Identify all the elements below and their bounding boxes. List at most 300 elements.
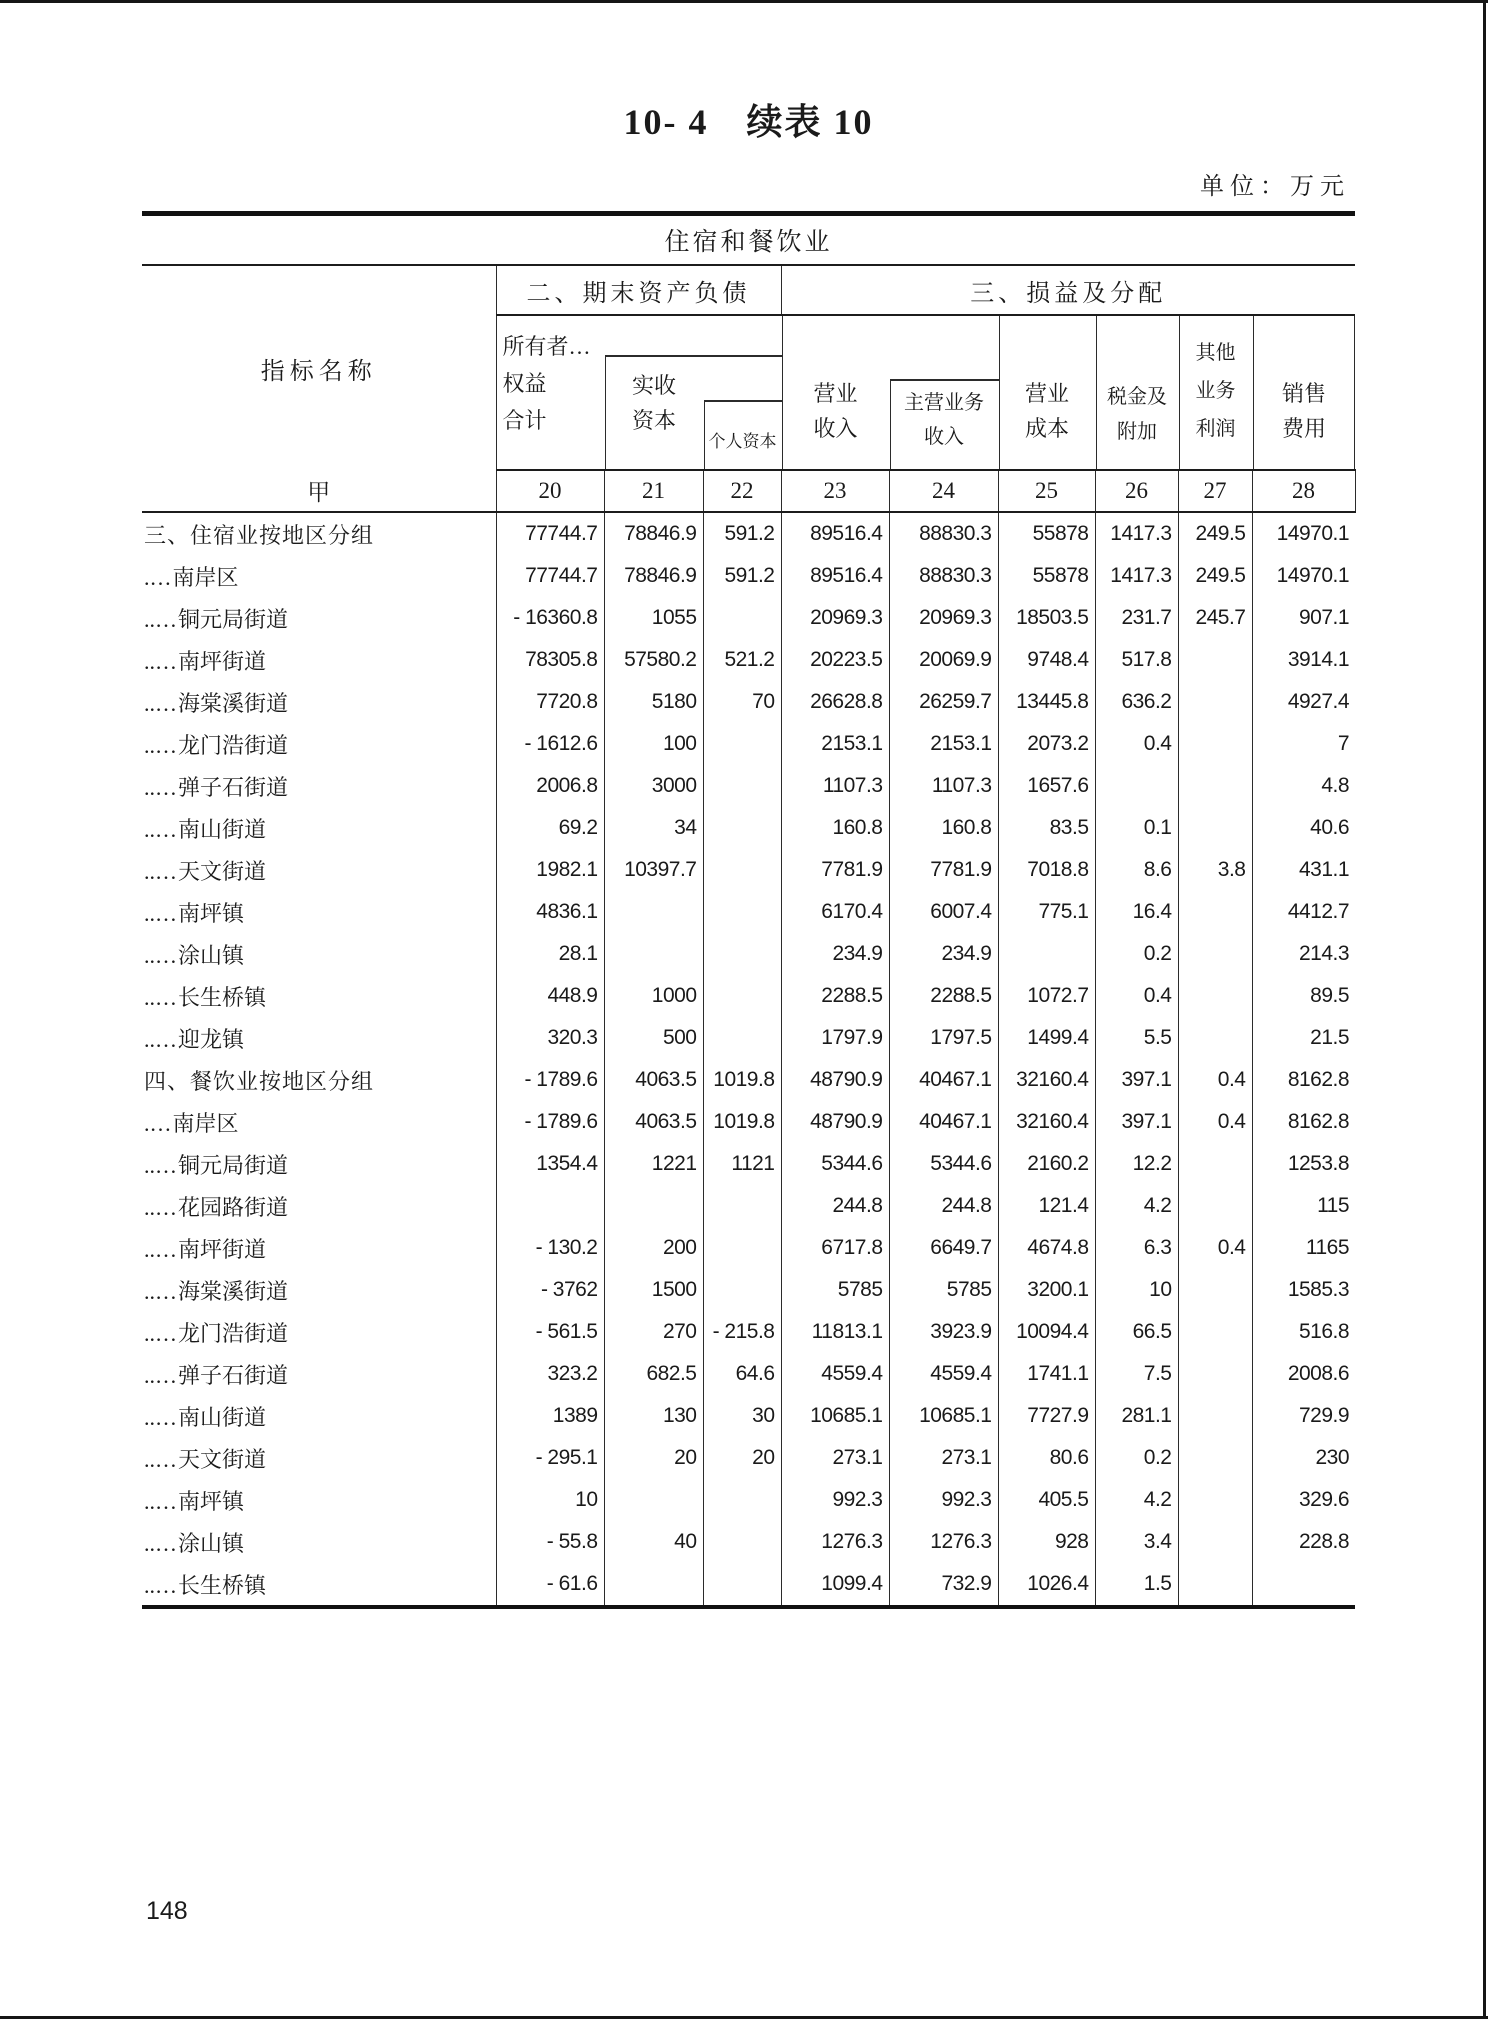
cell-value: 0.4 [1178,1227,1252,1269]
cell-value [1178,891,1252,933]
indent-leader: ..… [144,942,177,968]
cell-value: 3914.1 [1252,639,1355,681]
cell-value: 7727.9 [998,1395,1095,1437]
row-label-text: 迎龙镇 [178,1026,245,1052]
cell-value: 273.1 [889,1437,998,1479]
cell-value [703,597,781,639]
row-label [142,765,496,807]
cell-value: 228.8 [1252,1521,1355,1563]
cell-value: 0.2 [1095,933,1178,975]
col-header-main-business-revenue: 主营业务 收入 [904,392,984,448]
cell-value: 6649.7 [889,1227,998,1269]
cell-value: 2073.2 [998,723,1095,765]
row-label [142,807,496,849]
cell-value [703,975,781,1017]
table-row [142,1101,1355,1143]
cell-value: 244.8 [781,1185,889,1227]
cell-value [703,807,781,849]
cell-value: 88830.3 [889,555,998,597]
cell-value: 48790.9 [781,1101,889,1143]
cell-value [703,1479,781,1521]
cell-value: - 561.5 [496,1311,604,1353]
cell-value [1178,1521,1252,1563]
indent-leader: ..… [144,1278,177,1304]
cell-value [703,765,781,807]
table-row [142,723,1355,765]
statistics-table [142,211,1355,1609]
cell-value: 121.4 [998,1185,1095,1227]
cell-value [1095,765,1178,807]
cell-value: 448.9 [496,975,604,1017]
cell-value: 55878 [998,512,1095,555]
cell-value: 55878 [998,555,1095,597]
row-label-text: 南坪街道 [178,648,267,674]
cell-value [1178,1563,1252,1607]
cell-value: 10 [1095,1269,1178,1311]
cell-value [703,933,781,975]
cell-value: 1657.6 [998,765,1095,807]
cell-value: 4836.1 [496,891,604,933]
cell-value: 20223.5 [781,639,889,681]
row-label [142,1143,496,1185]
table-row [142,1521,1355,1563]
cell-value [604,891,703,933]
row-label-text: 四、餐饮业按地区分组 [144,1068,375,1094]
cell-value: 57580.2 [604,639,703,681]
cell-value [1178,765,1252,807]
col-code: 24 [889,470,998,512]
cell-value: 1499.4 [998,1017,1095,1059]
cell-value: 273.1 [781,1437,889,1479]
cell-value: 40 [604,1521,703,1563]
row-label [142,597,496,639]
cell-value [703,1227,781,1269]
cell-value: 14970.1 [1252,555,1355,597]
row-label [142,723,496,765]
row-label-text: 龙门浩街道 [178,732,289,758]
indent-leader: ..… [144,606,177,632]
cell-value: 20 [703,1437,781,1479]
row-label-text: 弹子石街道 [178,1362,289,1388]
row-label-text: 长生桥镇 [178,1572,267,1598]
box-line [704,400,782,402]
cell-value: 8162.8 [1252,1101,1355,1143]
cell-value: 83.5 [998,807,1095,849]
cell-value [1178,975,1252,1017]
cell-value: 245.7 [1178,597,1252,639]
cell-value [703,891,781,933]
indent-leader: ..… [144,816,177,842]
cell-value [604,933,703,975]
indent-leader: ..… [144,1446,177,1472]
cell-value: 1107.3 [781,765,889,807]
table-row [142,597,1355,639]
group-header-assets: 二、期末资产负债 [496,265,781,315]
cell-value: 4559.4 [889,1353,998,1395]
row-label [142,1059,496,1101]
row-label [142,555,496,597]
table-row [142,1563,1355,1607]
cell-value: 4.2 [1095,1479,1178,1521]
cell-value: 160.8 [781,807,889,849]
cell-value: 89516.4 [781,555,889,597]
cell-value: 591.2 [703,555,781,597]
row-label-text: 花园路街道 [178,1194,289,1220]
row-label-text: 南坪街道 [178,1236,267,1262]
column-headers [497,316,1356,469]
row-label-text: 铜元局街道 [178,606,289,632]
cell-value: 10685.1 [781,1395,889,1437]
cell-value: 521.2 [703,639,781,681]
cell-value: 4559.4 [781,1353,889,1395]
scan-edge-right [1483,0,1486,2019]
cell-value [703,849,781,891]
cell-value: 70 [703,681,781,723]
cell-value: 320.3 [496,1017,604,1059]
cell-value: 66.5 [1095,1311,1178,1353]
cell-value [1178,1185,1252,1227]
cell-value: 130 [604,1395,703,1437]
cell-value: 5785 [781,1269,889,1311]
table-row [142,1227,1355,1269]
row-label-text: 海棠溪街道 [178,1278,289,1304]
cell-value: - 1789.6 [496,1059,604,1101]
page-number: 148 [146,1897,188,1925]
cell-value: 7781.9 [781,849,889,891]
indent-leader: .… [144,1110,172,1136]
page-title: 10- 4 续表 10 [623,102,874,142]
cell-value: 0.1 [1095,807,1178,849]
cell-value: 7 [1252,723,1355,765]
indent-leader: ..… [144,858,177,884]
row-label [142,849,496,891]
cell-value: - 215.8 [703,1311,781,1353]
cell-value: 2288.5 [889,975,998,1017]
cell-value: 323.2 [496,1353,604,1395]
row-label-text: 南坪镇 [178,900,245,926]
cell-value: 1019.8 [703,1101,781,1143]
table-row [142,849,1355,891]
cell-value: 78846.9 [604,555,703,597]
cell-value: 26259.7 [889,681,998,723]
cell-value: 732.9 [889,1563,998,1607]
cell-value: 34 [604,807,703,849]
cell-value: 1276.3 [781,1521,889,1563]
cell-value: - 130.2 [496,1227,604,1269]
cell-value: 7018.8 [998,849,1095,891]
cell-value: 1107.3 [889,765,998,807]
cell-value: - 1789.6 [496,1101,604,1143]
row-label [142,1563,496,1607]
cell-value [1178,1437,1252,1479]
group-header-profit: 三、损益及分配 [781,265,1355,315]
cell-value [604,1479,703,1521]
cell-value: 1417.3 [1095,555,1178,597]
group-header-row [142,265,1355,315]
cell-value: 2153.1 [781,723,889,765]
row-label [142,1185,496,1227]
cell-value: 3000 [604,765,703,807]
row-label [142,1101,496,1143]
indent-leader: ..… [144,1320,177,1346]
cell-value [703,1269,781,1311]
cell-value: 1.5 [1095,1563,1178,1607]
row-label-text: 涂山镇 [178,942,245,968]
indent-leader: ..… [144,1404,177,1430]
cell-value: 516.8 [1252,1311,1355,1353]
stub-header: 指标名称 [142,265,496,470]
cell-value: 7781.9 [889,849,998,891]
col-code: 25 [998,470,1095,512]
cell-value: 20969.3 [781,597,889,639]
cell-value: 329.6 [1252,1479,1355,1521]
cell-value [1178,723,1252,765]
row-label-text: 弹子石街道 [178,774,289,800]
cell-value: 1019.8 [703,1059,781,1101]
cell-value: 682.5 [604,1353,703,1395]
cell-value: 729.9 [1252,1395,1355,1437]
stub-code: 甲 [142,470,496,512]
row-label-text: 南岸区 [172,1110,239,1136]
row-label-text: 长生桥镇 [178,984,267,1010]
cell-value: 3923.9 [889,1311,998,1353]
caption-row [142,214,1355,266]
cell-value: 0.2 [1095,1437,1178,1479]
cell-value: 1585.3 [1252,1269,1355,1311]
cell-value: 77744.7 [496,512,604,555]
cell-value: 2006.8 [496,765,604,807]
cell-value: 26628.8 [781,681,889,723]
cell-value: 214.3 [1252,933,1355,975]
cell-value: 6717.8 [781,1227,889,1269]
cell-value: 13445.8 [998,681,1095,723]
cell-value: 4.8 [1252,765,1355,807]
row-label [142,681,496,723]
code-row [142,470,1355,512]
cell-value: 89516.4 [781,512,889,555]
table-row [142,891,1355,933]
cell-value: 5785 [889,1269,998,1311]
table-row [142,1185,1355,1227]
col-header-operating-cost: 营业 成本 [1024,381,1069,441]
cell-value: 2008.6 [1252,1353,1355,1395]
row-label [142,639,496,681]
cell-value: 1221 [604,1143,703,1185]
cell-value: 5.5 [1095,1017,1178,1059]
cell-value: 1253.8 [1252,1143,1355,1185]
indent-leader: ..… [144,1488,177,1514]
cell-value: 40.6 [1252,807,1355,849]
cell-value: 4063.5 [604,1059,703,1101]
cell-value: 431.1 [1252,849,1355,891]
row-label [142,1521,496,1563]
indent-leader: ..… [144,1362,177,1388]
cell-value: 992.3 [889,1479,998,1521]
cell-value: 20 [604,1437,703,1479]
cell-value: 89.5 [1252,975,1355,1017]
cell-value: 0.4 [1178,1101,1252,1143]
cell-value: 0.4 [1095,723,1178,765]
col-header-selling-expenses: 销售 费用 [1281,381,1326,441]
row-label [142,933,496,975]
cell-value [1178,933,1252,975]
cell-value: 88830.3 [889,512,998,555]
cell-value: - 1612.6 [496,723,604,765]
row-label [142,1353,496,1395]
table-row [142,1395,1355,1437]
cell-value: 18503.5 [998,597,1095,639]
cell-value: 12.2 [1095,1143,1178,1185]
cell-value [1178,1143,1252,1185]
col-header-taxes-surcharges: 税金及 附加 [1107,386,1167,443]
cell-value [703,1185,781,1227]
cell-value: 6007.4 [889,891,998,933]
cell-value: - 61.6 [496,1563,604,1607]
indent-leader: ..… [144,900,177,926]
row-label-text: 三、住宿业按地区分组 [144,522,375,548]
row-label-text: 铜元局街道 [178,1152,289,1178]
row-label-text: 天文街道 [178,858,267,884]
cell-value: 1055 [604,597,703,639]
cell-value: 78846.9 [604,512,703,555]
cell-value: 40467.1 [889,1059,998,1101]
cell-value: 21.5 [1252,1017,1355,1059]
table-row [142,933,1355,975]
indent-leader: ..… [144,732,177,758]
scan-edge-top [0,0,1488,3]
cell-value [1178,1269,1252,1311]
cell-value: 20969.3 [889,597,998,639]
indent-leader: ..… [144,1026,177,1052]
cell-value: 32160.4 [998,1059,1095,1101]
row-label [142,1017,496,1059]
cell-value: 500 [604,1017,703,1059]
cell-value [998,933,1095,975]
cell-value: 4674.8 [998,1227,1095,1269]
indent-leader: ..… [144,648,177,674]
cell-value: 10397.7 [604,849,703,891]
cell-value: 249.5 [1178,555,1252,597]
table-row [142,1269,1355,1311]
indent-leader: ..… [144,774,177,800]
cell-value: 591.2 [703,512,781,555]
cell-value: 16.4 [1095,891,1178,933]
indent-leader: ..… [144,984,177,1010]
cell-value: 1797.5 [889,1017,998,1059]
row-label-text: 涂山镇 [178,1530,245,1556]
cell-value: 4063.5 [604,1101,703,1143]
cell-value: 2160.2 [998,1143,1095,1185]
cell-value: 928 [998,1521,1095,1563]
cell-value: 1000 [604,975,703,1017]
cell-value: 14970.1 [1252,512,1355,555]
cell-value: 2153.1 [889,723,998,765]
cell-value: 4412.7 [1252,891,1355,933]
cell-value: 1797.9 [781,1017,889,1059]
cell-value: - 295.1 [496,1437,604,1479]
cell-value: 1417.3 [1095,512,1178,555]
col-code: 20 [496,470,604,512]
row-label [142,975,496,1017]
table-row [142,1311,1355,1353]
cell-value: 405.5 [998,1479,1095,1521]
cell-value: - 16360.8 [496,597,604,639]
cell-value: 2288.5 [781,975,889,1017]
cell-value [1252,1563,1355,1607]
col-header-owners-equity: 所有者… 权益 合计 [502,334,591,433]
box-line [890,379,999,381]
cell-value: 397.1 [1095,1101,1178,1143]
cell-value: 1121 [703,1143,781,1185]
cell-value: 992.3 [781,1479,889,1521]
indent-leader: .… [144,564,172,590]
cell-value [1178,1017,1252,1059]
cell-value: 8.6 [1095,849,1178,891]
table-row [142,681,1355,723]
indent-leader: ..… [144,690,177,716]
row-label-text: 南山街道 [178,1404,267,1430]
cell-value: 4.2 [1095,1185,1178,1227]
row-label [142,891,496,933]
cell-value: 1354.4 [496,1143,604,1185]
cell-value: 234.9 [889,933,998,975]
row-label [142,512,496,555]
cell-value [703,723,781,765]
cell-value: 0.4 [1178,1059,1252,1101]
cell-value: 80.6 [998,1437,1095,1479]
table-caption: 住宿和餐饮业 [142,214,1355,266]
indent-leader: ..… [144,1194,177,1220]
row-label-text: 海棠溪街道 [178,690,289,716]
table-row [142,555,1355,597]
table-row [142,1479,1355,1521]
row-label-text: 龙门浩街道 [178,1320,289,1346]
cell-value [703,1563,781,1607]
row-label [142,1311,496,1353]
table-row [142,1143,1355,1185]
cell-value: 100 [604,723,703,765]
cell-value: 3.8 [1178,849,1252,891]
cell-value [604,1185,703,1227]
cell-value: 5344.6 [889,1143,998,1185]
cell-value: 3200.1 [998,1269,1095,1311]
cell-value: 40467.1 [889,1101,998,1143]
cell-value: - 55.8 [496,1521,604,1563]
unit-label: 单位：万元 [1200,174,1350,200]
cell-value: 270 [604,1311,703,1353]
table-row [142,975,1355,1017]
cell-value: 11813.1 [781,1311,889,1353]
row-label [142,1437,496,1479]
cell-value [604,1563,703,1607]
cell-value: 397.1 [1095,1059,1178,1101]
indent-leader: ..… [144,1152,177,1178]
cell-value: 1072.7 [998,975,1095,1017]
table-row [142,807,1355,849]
col-header-personal-capital: 个人资本 [708,432,777,451]
cell-value: 115 [1252,1185,1355,1227]
cell-value: 249.5 [1178,512,1252,555]
cell-value: 5180 [604,681,703,723]
cell-value: 20069.9 [889,639,998,681]
cell-value: 1982.1 [496,849,604,891]
row-label-text: 南山街道 [178,816,267,842]
table-row [142,765,1355,807]
row-label-text: 天文街道 [178,1446,267,1472]
cell-value [1178,1395,1252,1437]
cell-value [1178,681,1252,723]
row-label-text: 南岸区 [172,564,239,590]
